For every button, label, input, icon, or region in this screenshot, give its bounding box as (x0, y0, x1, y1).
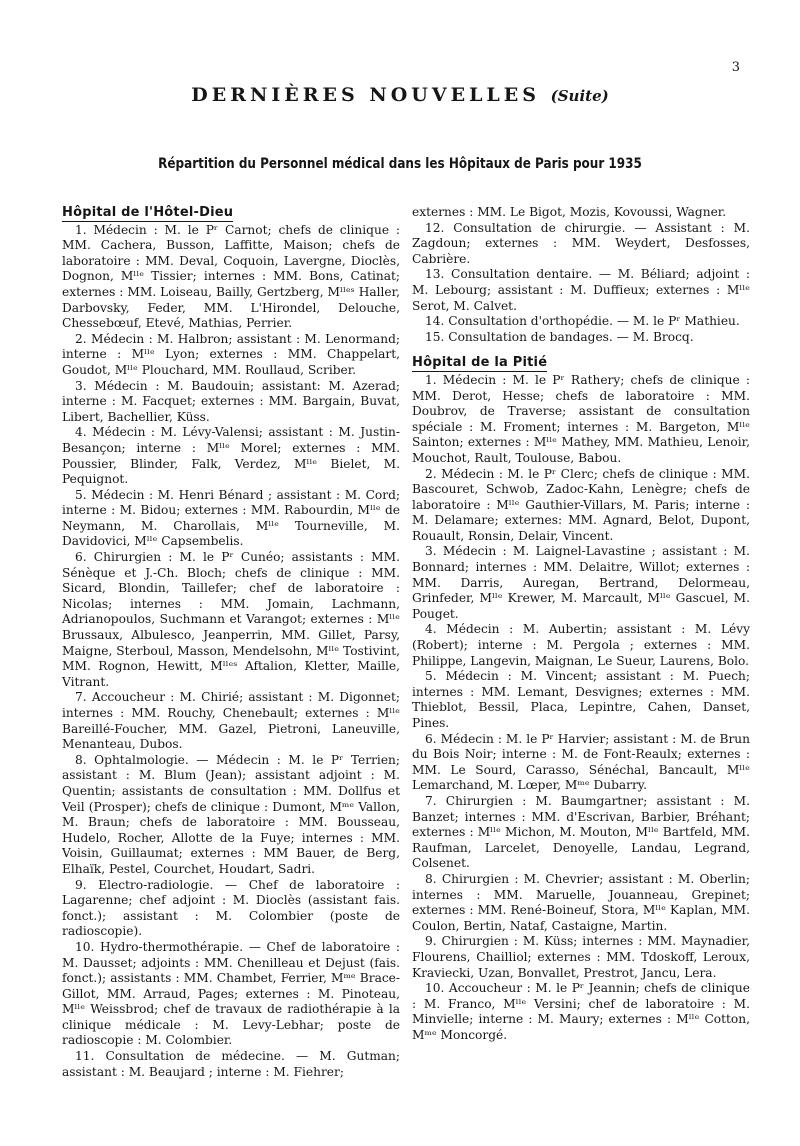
hospital-heading-text: Hôpital de la Pitié (412, 355, 548, 371)
entry: 11. Consultation de médecine. — M. Gutman; assistant : M. Beaujard ; interne : M. Fiehrer; (62, 1049, 400, 1079)
entry: 4. Médecin : M. Lévy-Valensi; assistant : M. Justin-Besançon; interne : Mˡˡᵉ Morel; externes : MM. Poussier, Blinder, Falk, Verdez, Mˡˡᵉ Bielet, M. Pequignot. (62, 425, 400, 487)
entry: externes : MM. Le Bigot, Mozis, Kovoussi, Wagner. (412, 205, 727, 219)
hospital-heading-pitie (412, 355, 750, 371)
entry: 1. Médecin : M. le Pʳ Carnot; chefs de clinique : MM. Cachera, Busson, Laffitte, Maison; chefs de laboratoire : MM. Deval, Coquoin, Lavergne, Dioclès, Dognon, Mˡˡᵉ Tissier; internes : MM. Bons, Catinat; externes : MM. Loiseau, Bailly, Gertzberg, Mˡˡᵉˢ Haller, Darbovsky, Feder, MM. L'Hirondel, Delouche, Chessebœuf, Etevé, Mathias, Perrier. (62, 222, 400, 331)
page-title (0, 84, 800, 106)
entry: 10. Accoucheur : M. le Pʳ Jeannin; chefs de clinique : M. Franco, Mˡˡᵉ Versini; chef de laboratoire : M. Minvielle; interne : M. Maury; externes : Mˡˡᵉ Cotton, Mᵐᵉ Moncorgé. (412, 981, 750, 1042)
entry: 13. Consultation dentaire. — M. Béliard; adjoint : M. Lebourg; assistant : M. Duffieux; externes : Mˡˡᵉ Serot, M. Calvet. (412, 267, 750, 313)
entry: 5. Médecin : M. Henri Bénard ; assistant : M. Cord; interne : M. Bidou; externes : MM. Rabourdin, Mˡˡᵉ de Neymann, M. Charollais, Mˡˡᵉ Tourneville, M. Davidovici, Mˡˡᵉ Capsembelis. (62, 487, 400, 549)
hospital-heading-text: Hôpital de l'Hôtel-Dieu (62, 205, 234, 220)
page-number: 3 (731, 60, 740, 75)
hospital-heading-hotel-dieu (62, 205, 400, 221)
entry: 10. Hydro-thermothérapie. — Chef de laboratoire : M. Dausset; adjoints : MM. Chenilleau et Dejust (fais. fonct.); assistants : MM. Chambet, Ferrier, Mᵐᵉ Brace-Gillot, MM. Arraud, Pages; externes : M. Pinoteau, Mˡˡᵉ Weissbrod; chef de travaux de radiothérapie à la clinique médicale : M. Levy-Lebhar; poste de radioscopie : M. Colombier. (62, 939, 400, 1048)
entry: 15. Consultation de bandages. — M. Brocq. (425, 329, 694, 344)
entry: 12. Consultation de chirurgie. — Assistant : M. Zagdoun; externes : MM. Weydert, Desfosses, Cabrière. (412, 220, 750, 266)
left-column (62, 205, 400, 1080)
entry: 6. Chirurgien : M. le Pʳ Cunéo; assistants : MM. Sénèque et J.-Ch. Bloch; chefs de clinique : MM. Sicard, Blondin, Taillefer; chef de laboratoire : Nicolas; internes : MM. Jomain, Lachmann, Adrianopoulos, Suchmann et Varangot; externes : Mˡˡᵉ Brussaux, Albulesco, Jeanperrin, MM. Gillet, Parsy, Maigne, Sterboul, Masson, Mendelsohn, Mˡˡᵉ Tostivint, MM. Rognon, Hewitt, Mˡˡᵉˢ Aftalion, Kletter, Maille, Vitrant. (62, 550, 400, 689)
right-column (412, 205, 750, 1043)
entry: 7. Chirurgien : M. Baumgartner; assistant : M. Banzet; internes : MM. d'Escrivan, Barbier, Bréhant; externes : Mˡˡᵉ Michon, M. Mouton, Mˡˡᵉ Bartfeld, MM. Raufman, Larcelet, Denoyelle, Landau, Legrand, Colsenet. (412, 793, 750, 871)
page-title-text: DERNIÈRES NOUVELLES (191, 84, 540, 106)
entry: 14. Consultation d'orthopédie. — M. le Pʳ Mathieu. (425, 314, 740, 329)
page-subtitle: Répartition du Personnel médical dans les Hôpitaux de Paris pour 1935 (158, 156, 642, 172)
entry: 3. Médecin : M. Baudouin; assistant: M. Azerad; interne : M. Facquet; externes : MM. Bargain, Buvat, Libert, Bachellier, Küss. (62, 378, 400, 424)
entry: 3. Médecin : M. Laignel-Lavastine ; assistant : M. Bonnard; internes : MM. Delaitre, Willot; externes : MM. Darris, Auregan, Bertrand, Delormeau, Grinfeder, Mˡˡᵉ Krewer, M. Marcault, Mˡˡᵉ Gascuel, M. Pouget. (412, 544, 750, 621)
entry: 4. Médecin : M. Aubertin; assistant : M. Lévy (Robert); interne : M. Pergola ; externes : MM. Philippe, Langevin, Maignan, Le Sueur, Laurens, Bolo. (412, 622, 750, 668)
page-title-suite: (Suite) (550, 87, 609, 105)
entry: 5. Médecin : M. Vincent; assistant : M. Puech; internes : MM. Lemant, Desvignes; externes : MM. Thieblot, Bessil, Placa, Lepintre, Cahen, Danset, Pines. (412, 669, 750, 730)
entry: 9. Chirurgien : M. Küss; internes : MM. Maynadier, Flourens, Chailliol; externes : MM. Tdoskoff, Leroux, Kraviecki, Uzan, Bonvallet, Prestrot, Jancu, Lera. (412, 934, 750, 980)
entry: 7. Accoucheur : M. Chirié; assistant : M. Digonnet; internes : MM. Rouchy, Chenebault; externes : Mˡˡᵉ Bareillé-Foucher, MM. Gazel, Pietroni, Laneuville, Menanteau, Dubos. (62, 690, 400, 752)
entry: 2. Médecin : M. Halbron; assistant : M. Lenormand; interne : Mˡˡᵉ Lyon; externes : MM. Chappelart, Goudot, Mˡˡᵉ Plouchard, MM. Roullaud, Scriber. (62, 331, 400, 377)
entry: 6. Médecin : M. le Pʳ Harvier; assistant : M. de Brun du Bois Noir; interne : M. de Font-Reaulx; externes : MM. Le Sourd, Carasso, Sénéchal, Bancault, Mˡˡᵉ Lemarchand, M. Lœper, Mᵐᵉ Dubarry. (412, 731, 750, 793)
entry: 8. Chirurgien : M. Chevrier; assistant : M. Oberlin; internes : MM. Maruelle, Jouanneau, Grepinet; externes : MM. René-Boineuf, Stora, Mˡˡᵉ Kaplan, MM. Coulon, Bertin, Nataf, Castaigne, Martin. (412, 871, 750, 933)
entry: 8. Ophtalmologie. — Médecin : M. le Pʳ Terrien; assistant : M. Blum (Jean); assistant adjoint : M. Quentin; assistants de consultation : MM. Dollfus et Veil (Prosper); chefs de clinique : Dumont, Mᵐᵉ Vallon, M. Braun; chefs de laboratoire : MM. Bousseau, Hudelo, Rocher, Allotte de la Fuye; internes : MM. Voisin, Guillaumat; externes : MM Bauer, de Berg, Elhaïk, Pestel, Courchet, Houdart, Sadri. (62, 752, 400, 876)
entry: 1. Médecin : M. le Pʳ Rathery; chefs de clinique : MM. Derot, Hesse; chefs de laboratoire : MM. Doubrov, de Traverse; assistant de consultation spéciale : M. Froment; internes : M. Bargeton, Mˡˡᵉ Sainton; externes : Mˡˡᵉ Mathey, MM. Mathieu, Lenoir, Mouchot, Rault, Toulouse, Babou. (412, 372, 750, 465)
entry: 2. Médecin : M. le Pʳ Clerc; chefs de clinique : MM. Bascouret, Schwob, Zadoc-Kahn, Lenègre; chefs de laboratoire : Mˡˡᵉ Gauthier-Villars, M. Paris; interne : M. Delamare; externes: MM. Agnard, Belot, Dupont, Rouault, Ronsin, Delair, Vincent. (412, 466, 750, 543)
entry: 9. Electro-radiologie. — Chef de laboratoire : Lagarenne; chef adjoint : M. Dioclès (assistant fais. fonct.); assistant : M. Colombier (poste de radioscopie). (62, 877, 400, 939)
